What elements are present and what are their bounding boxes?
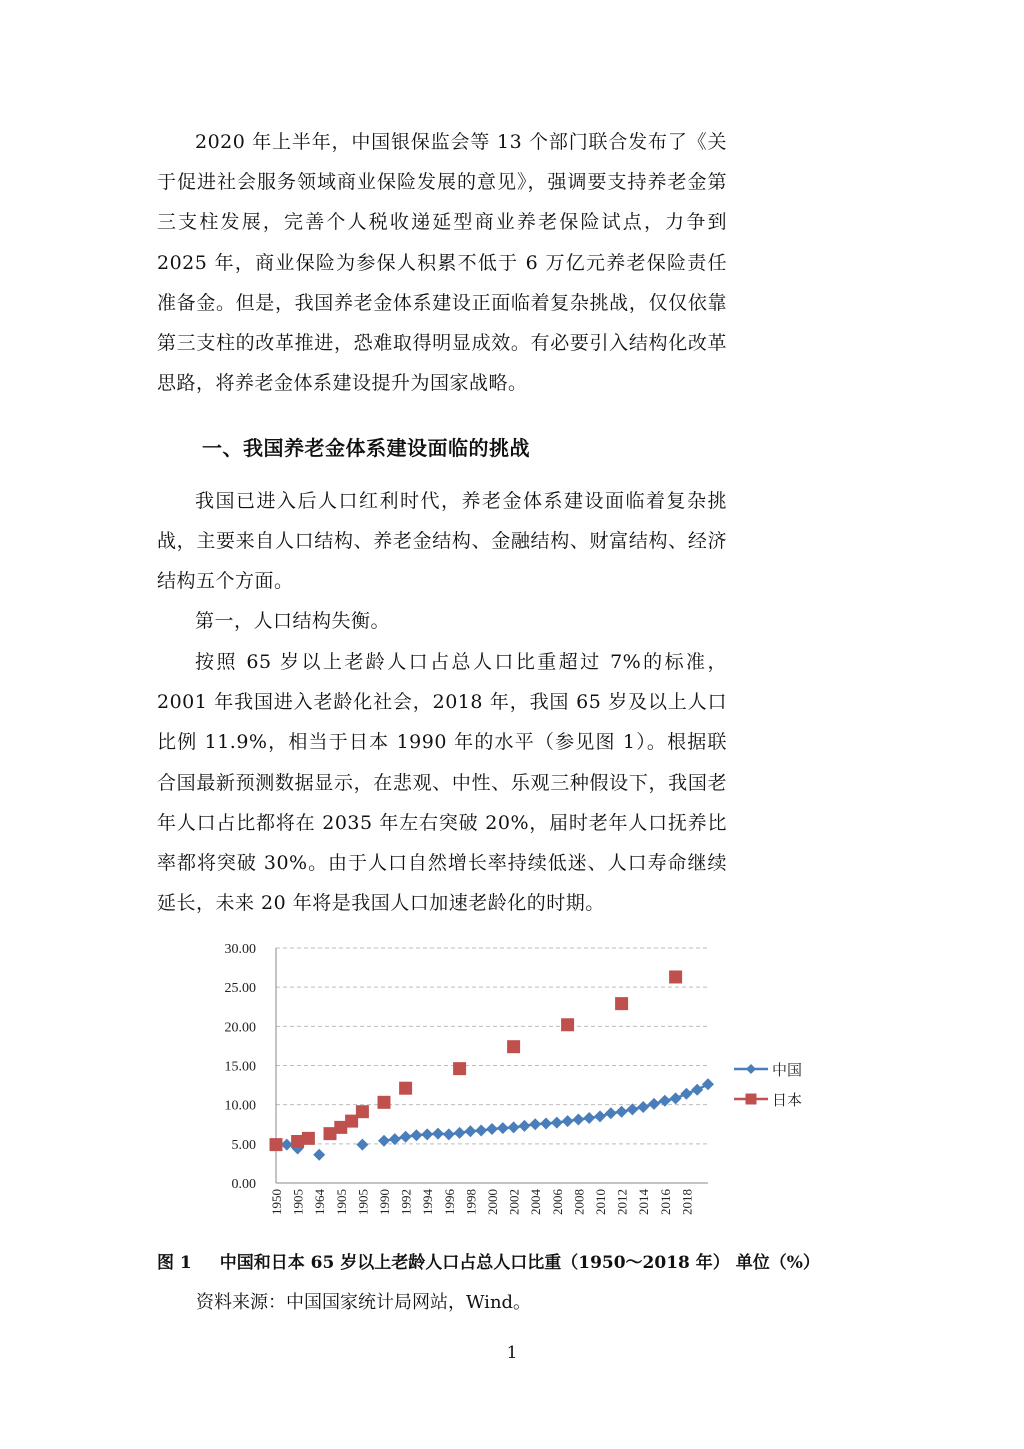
china-data-point [518,1120,530,1132]
x-tick-label: 1950 [269,1189,284,1215]
china-data-point [637,1101,649,1113]
japan-data-point [378,1096,391,1109]
paragraph-intro: 2020 年上半年，中国银保监会等 13 个部门联合发布了《关于促进社会服务领域商业保险发展的意见》，强调要支持养老金第三支柱发展，完善个人税收递延型商业养老保险试点，力争到 2025 年，商业保险为参保人积累不低于 6 万亿元养老保险责任准备金。但是，我国养老金体系建设正面临着复杂挑战，仅仅依靠第三支柱的改革推进，恐难取得明显成效。有必要引入结构化改革思路，将养老金体系建设提升为国家战略。 [157,131,727,395]
legend-marker-diamond [746,1064,756,1074]
china-data-point [691,1084,703,1096]
page-number: 1 [506,1343,518,1363]
y-tick-label: 5.00 [231,1137,256,1153]
x-tick-label: 2002 [506,1189,522,1215]
paragraph-challenges: 我国已进入后人口红利时代，养老金体系建设面临着复杂挑战，主要来自人口结构、养老金结构、金融结构、财富结构、经济结构五个方面。 [157,490,727,593]
x-tick-label: 2014 [636,1189,652,1215]
legend-label: 日本 [772,1093,803,1109]
china-data-point [486,1123,498,1135]
china-data-point [432,1128,444,1140]
x-tick-label: 1998 [463,1189,479,1215]
china-data-point [605,1107,617,1119]
y-tick-label: 30.00 [224,942,256,957]
section-heading: 一、我国养老金体系建设面临的挑战 [202,436,530,460]
china-data-point [410,1129,422,1141]
japan-data-point [302,1132,315,1145]
figure-source: 资料来源：中国国家统计局网站，Wind。 [196,1292,532,1313]
china-data-point [497,1122,509,1134]
x-tick-label: 2004 [528,1189,544,1215]
china-data-point [594,1110,606,1122]
paragraph-first-point: 第一，人口结构失衡。 [195,610,391,632]
japan-data-point [270,1138,283,1151]
chart-gridlines [276,948,708,1144]
x-tick-label: 2006 [549,1189,565,1215]
china-data-point [389,1133,401,1145]
legend-label: 中国 [772,1063,803,1079]
china-data-point [626,1103,638,1115]
x-tick-label: 1994 [420,1189,436,1215]
china-data-point [454,1127,466,1139]
china-data-point [464,1125,476,1137]
x-tick-label: 1905 [333,1189,349,1215]
china-data-point [670,1092,682,1104]
x-tick-label: 2012 [614,1189,630,1215]
x-tick-label: 1996 [441,1189,457,1215]
china-data-point [378,1135,390,1147]
y-tick-label: 20.00 [224,1020,256,1036]
figure-label: 图 1 [157,1253,192,1273]
japan-data-point [561,1018,574,1031]
china-data-point [562,1115,574,1127]
china-data-point [540,1117,552,1129]
y-tick-label: 10.00 [224,1098,256,1114]
china-data-point [400,1131,412,1143]
figure-caption [157,1248,820,1273]
china-data-point [572,1114,584,1126]
china-data-point [421,1128,433,1140]
china-data-point [702,1078,714,1090]
figure-title: 中国和日本 65 岁以上老龄人口占总人口比重（1950～2018 年） 单位（%） [219,1253,820,1273]
x-tick-label: 1990 [377,1189,392,1215]
china-data-point [281,1139,293,1151]
china-data-point [508,1121,520,1133]
legend-marker-square [746,1094,757,1105]
japan-data-point [453,1062,466,1075]
china-series-line [384,1084,708,1140]
x-tick-label: 1992 [398,1189,414,1215]
y-tick-label: 0.00 [231,1177,256,1192]
x-tick-label: 2000 [485,1189,500,1215]
x-tick-label: 1905 [355,1189,371,1215]
y-tick-label: 15.00 [224,1059,256,1075]
x-tick-label: 2018 [679,1189,695,1215]
y-tick-label: 25.00 [224,981,256,997]
china-data-point [680,1088,692,1100]
x-tick-label: 1964 [312,1189,328,1215]
japan-data-point [507,1040,520,1053]
japan-data-point [356,1105,369,1118]
china-data-point [313,1149,325,1161]
x-tick-label: 2016 [657,1189,673,1215]
chart-legend [734,1062,802,1109]
aging-population-chart [200,935,840,1235]
china-data-point [475,1125,487,1137]
paragraph-aging: 按照 65 岁以上老龄人口占总人口比重超过 7%的标准，2001 年我国进入老龄化社会，2018 年，我国 65 岁及以上人口比例 11.9%，相当于日本 1990 年的水平（参见图 1）。根据联合国最新预测数据显示，在悲观、中性、乐观三种假设下，我国老年人口占比都将在 2035 年左右突破 20%，届时老年人口抚养比率都将突破 30%。由于人口自然增长率持续低迷、人口寿命继续延长，未来 20 年将是我国人口加速老龄化的时期。 [157,651,727,915]
china-data-point [356,1139,368,1151]
chart-axes [225,942,709,1215]
x-tick-label: 2010 [593,1189,608,1215]
japan-data-point [615,997,628,1010]
china-data-point [583,1112,595,1124]
japan-data-point [669,970,682,983]
japan-data-point [399,1082,412,1095]
china-data-point [616,1106,628,1118]
china-data-point [551,1117,563,1129]
china-data-point [648,1098,660,1110]
china-data-point [443,1128,455,1140]
x-tick-label: 1905 [290,1189,306,1215]
china-data-point [529,1118,541,1130]
x-tick-label: 2008 [571,1189,587,1215]
